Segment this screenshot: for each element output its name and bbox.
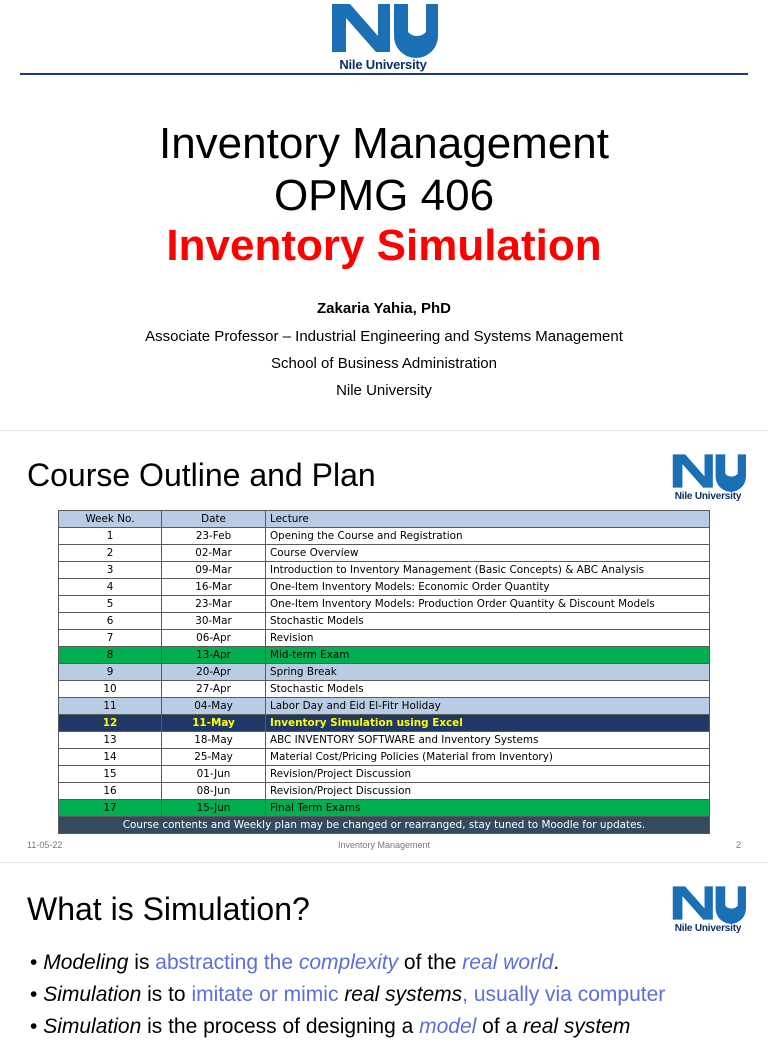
bullet-text: is the process of designing a: [141, 1015, 420, 1038]
title-slide: [0, 0, 768, 430]
table-row: [59, 647, 710, 664]
bullet-text: .: [553, 951, 560, 974]
nile-university-logo: [670, 883, 746, 934]
bullet-marker: •: [30, 1015, 38, 1038]
cell-date: 02-Mar: [162, 545, 266, 562]
table-row: [59, 596, 710, 613]
cell-date: 25-May: [162, 749, 266, 766]
table-row: [59, 783, 710, 800]
cell-week: 2: [59, 545, 162, 562]
cell-lecture: Final Term Exams: [266, 800, 710, 817]
cell-week: 13: [59, 732, 162, 749]
lecture-subtitle: Inventory Simulation: [166, 221, 602, 270]
cell-date: 23-Mar: [162, 596, 266, 613]
bullet-emphasis: complexity: [298, 951, 399, 974]
bullet-emphasis: real world: [462, 951, 554, 974]
cell-date: 08-Jun: [162, 783, 266, 800]
cell-lecture: Stochastic Models: [266, 681, 710, 698]
table-header-row: [59, 511, 710, 528]
table-row: [59, 698, 710, 715]
bullet-emphasis: real systems: [344, 983, 463, 1006]
table-row: [59, 715, 710, 732]
bullet-term: Simulation: [43, 983, 142, 1006]
cell-lecture: Stochastic Models: [266, 613, 710, 630]
author-name: Zakaria Yahia, PhD: [317, 300, 451, 317]
bullet-item: [30, 979, 665, 1011]
nile-university-logo: [328, 0, 438, 72]
bullet-item: [30, 1011, 665, 1043]
table-row: [59, 528, 710, 545]
table-row: [59, 545, 710, 562]
cell-lecture: Material Cost/Pricing Policies (Material from Inventory): [266, 749, 710, 766]
logo-wordmark: Nile University: [339, 57, 427, 72]
bullet-emphasis: real system: [523, 1015, 631, 1038]
cell-date: 27-Apr: [162, 681, 266, 698]
slide-title: Course Outline and Plan: [27, 457, 376, 493]
cell-date: 01-Jun: [162, 766, 266, 783]
cell-week: 11: [59, 698, 162, 715]
table-row: [59, 800, 710, 817]
cell-week: 15: [59, 766, 162, 783]
table-row: [59, 681, 710, 698]
cell-week: 14: [59, 749, 162, 766]
bullet-text: is: [128, 951, 156, 974]
bullet-text: imitate or mimic: [191, 983, 345, 1006]
bullet-emphasis: model: [419, 1015, 477, 1038]
table-row: [59, 732, 710, 749]
table-body: [59, 528, 710, 817]
table-note: Course contents and Weekly plan may be changed or rearranged, stay tuned to Moodle for updates.: [59, 817, 710, 834]
bullet-term: Simulation: [43, 1015, 142, 1038]
bullet-text: is to: [141, 983, 192, 1006]
cell-lecture: One-Item Inventory Models: Economic Order Quantity: [266, 579, 710, 596]
cell-lecture: Labor Day and Eid El-Fitr Holiday: [266, 698, 710, 715]
bullet-text: of a: [476, 1015, 524, 1038]
cell-week: 3: [59, 562, 162, 579]
cell-lecture: Revision/Project Discussion: [266, 783, 710, 800]
table-row: [59, 579, 710, 596]
course-code: OPMG 406: [273, 171, 495, 220]
cell-date: 18-May: [162, 732, 266, 749]
cell-date: 11-May: [162, 715, 266, 732]
cell-lecture: ABC INVENTORY SOFTWARE and Inventory Systems: [266, 732, 710, 749]
logo-wordmark: Nile University: [674, 491, 742, 502]
table-note-row: [59, 817, 710, 834]
cell-lecture: One-Item Inventory Models: Production Order Quantity & Discount Models: [266, 596, 710, 613]
cell-week: 8: [59, 647, 162, 664]
footer-page-number: 2: [735, 840, 741, 850]
course-title: Inventory Management: [158, 119, 610, 168]
bullet-marker: •: [30, 983, 38, 1006]
cell-lecture: Course Overview: [266, 545, 710, 562]
table-row: [59, 562, 710, 579]
course-plan-table: [58, 510, 710, 834]
cell-lecture: Introduction to Inventory Management (Basic Concepts) & ABC Analysis: [266, 562, 710, 579]
column-header-week: Week No.: [59, 511, 162, 528]
nile-university-logo: [670, 451, 746, 502]
bullet-marker: •: [30, 951, 38, 974]
cell-week: 12: [59, 715, 162, 732]
affiliation-university: Nile University: [336, 382, 432, 399]
bullet-term: Modeling: [43, 951, 129, 974]
cell-date: 04-May: [162, 698, 266, 715]
footer-date: 11-05-22: [27, 840, 63, 850]
cell-date: 30-Mar: [162, 613, 266, 630]
table-row: [59, 613, 710, 630]
cell-lecture: Spring Break: [266, 664, 710, 681]
bullet-text: , usually via computer: [462, 983, 666, 1006]
column-header-lecture: Lecture: [266, 511, 710, 528]
cell-week: 16: [59, 783, 162, 800]
table-row: [59, 766, 710, 783]
bullet-text: abstracting the: [155, 951, 299, 974]
cell-week: 4: [59, 579, 162, 596]
table-row: [59, 664, 710, 681]
nu-logo-icon: [670, 883, 746, 923]
cell-date: 09-Mar: [162, 562, 266, 579]
cell-week: 10: [59, 681, 162, 698]
cell-lecture: Revision/Project Discussion: [266, 766, 710, 783]
cell-week: 17: [59, 800, 162, 817]
cell-week: 6: [59, 613, 162, 630]
cell-lecture: Mid-term Exam: [266, 647, 710, 664]
cell-date: 20-Apr: [162, 664, 266, 681]
logo-wordmark: Nile University: [674, 923, 742, 934]
nu-logo-icon: [328, 0, 438, 56]
column-header-date: Date: [162, 511, 266, 528]
cell-week: 1: [59, 528, 162, 545]
affiliation-school: School of Business Administration: [271, 355, 497, 372]
cell-week: 5: [59, 596, 162, 613]
bullet-text: of the: [398, 951, 463, 974]
cell-lecture: Inventory Simulation using Excel: [266, 715, 710, 732]
cell-lecture: Revision: [266, 630, 710, 647]
table-row: [59, 630, 710, 647]
what-is-simulation-slide: [0, 862, 768, 1038]
header-rule: [20, 73, 748, 75]
cell-date: 06-Apr: [162, 630, 266, 647]
nu-logo-icon: [670, 451, 746, 491]
cell-week: 9: [59, 664, 162, 681]
cell-date: 23-Feb: [162, 528, 266, 545]
footer-title: Inventory Management: [337, 840, 431, 850]
cell-lecture: Opening the Course and Registration: [266, 528, 710, 545]
slide-title: What is Simulation?: [27, 891, 310, 927]
table-row: [59, 749, 710, 766]
cell-date: 13-Apr: [162, 647, 266, 664]
cell-date: 16-Mar: [162, 579, 266, 596]
affiliation-title: Associate Professor – Industrial Engineering and Systems Management: [145, 328, 623, 345]
course-outline-slide: [0, 430, 768, 863]
bullet-item: [30, 947, 665, 979]
cell-week: 7: [59, 630, 162, 647]
bullet-list: [30, 947, 665, 1043]
cell-date: 15-Jun: [162, 800, 266, 817]
